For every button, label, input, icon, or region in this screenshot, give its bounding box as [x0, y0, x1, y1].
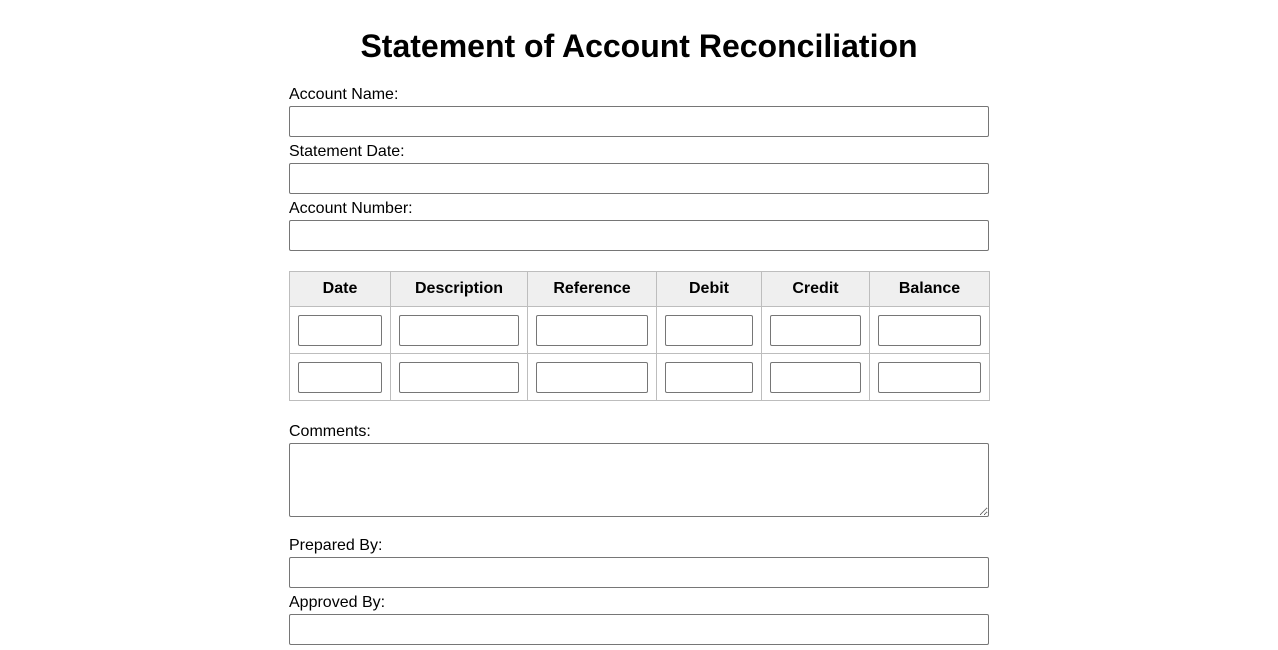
column-header-credit: Credit [762, 272, 870, 307]
table-cell [528, 354, 657, 401]
table-cell [762, 307, 870, 354]
account-name-label: Account Name: [289, 86, 399, 103]
table-cell [762, 354, 870, 401]
credit-input[interactable] [770, 362, 861, 393]
table-cell [657, 307, 762, 354]
debit-input[interactable] [665, 362, 753, 393]
table-cell [870, 307, 990, 354]
table-cell [870, 354, 990, 401]
ledger-table [289, 271, 990, 401]
table-cell [528, 307, 657, 354]
statement-date-label: Statement Date: [289, 143, 405, 160]
table-cell [290, 354, 391, 401]
reference-input[interactable] [536, 362, 648, 393]
page-title: Statement of Account Reconciliation [360, 28, 918, 64]
column-header-description: Description [391, 272, 528, 307]
balance-input[interactable] [878, 315, 981, 346]
approved-by-input[interactable] [289, 614, 989, 645]
column-header-balance: Balance [870, 272, 990, 307]
debit-input[interactable] [665, 315, 753, 346]
statement-date-input[interactable] [289, 163, 989, 194]
table-row [290, 307, 990, 354]
description-input[interactable] [399, 315, 519, 346]
column-header-reference: Reference [528, 272, 657, 307]
table-cell [290, 307, 391, 354]
column-header-debit: Debit [657, 272, 762, 307]
account-number-label: Account Number: [289, 200, 413, 217]
table-cell [657, 354, 762, 401]
account-number-input[interactable] [289, 220, 989, 251]
table-cell [391, 354, 528, 401]
account-name-input[interactable] [289, 106, 989, 137]
reference-input[interactable] [536, 315, 648, 346]
date-input[interactable] [298, 315, 382, 346]
prepared-by-label: Prepared By: [289, 537, 383, 554]
date-input[interactable] [298, 362, 382, 393]
comments-label: Comments: [289, 423, 371, 440]
ledger-header-row [290, 272, 990, 307]
description-input[interactable] [399, 362, 519, 393]
table-cell [391, 307, 528, 354]
prepared-by-input[interactable] [289, 557, 989, 588]
column-header-date: Date [290, 272, 391, 307]
balance-input[interactable] [878, 362, 981, 393]
table-row [290, 354, 990, 401]
approved-by-label: Approved By: [289, 594, 386, 611]
credit-input[interactable] [770, 315, 861, 346]
comments-textarea[interactable] [289, 443, 989, 517]
